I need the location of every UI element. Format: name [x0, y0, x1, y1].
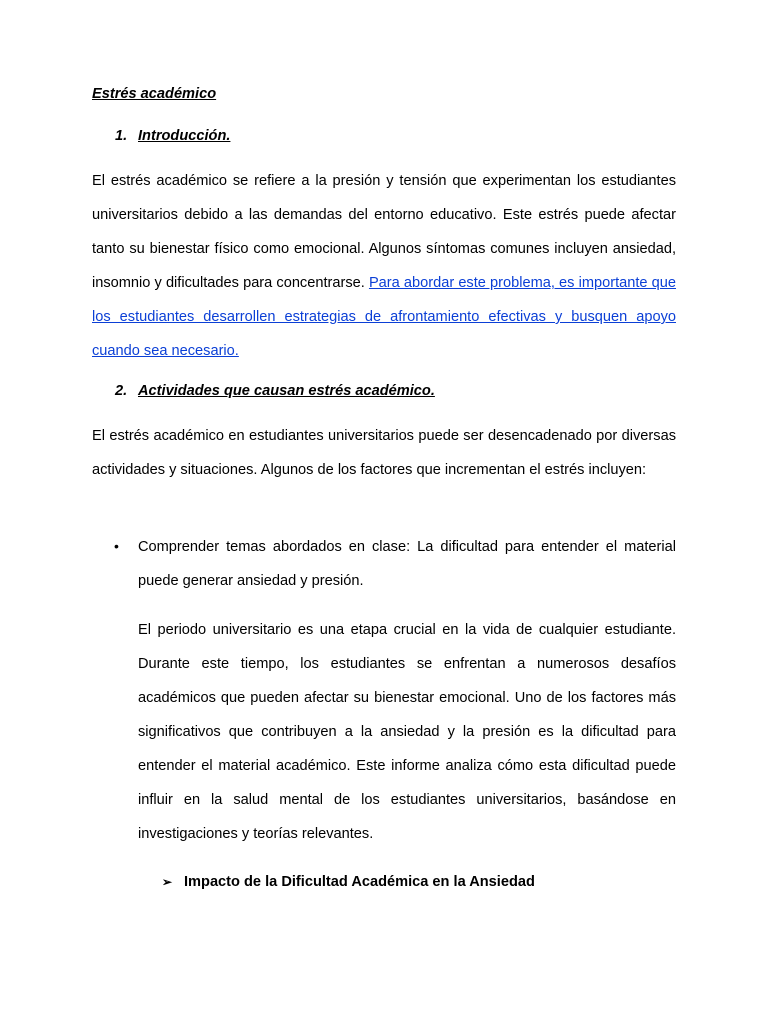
- intro-text: El estrés académico se refiere a la presión y tensión que experimentan los estudiantes universitarios debido a las demandas del entorno educativo. Este estrés puede afectar tanto su bienestar físico como emocional. Algunos síntomas comunes incluyen ansiedad, insomnio y dificultades para concentrarse.: [92, 173, 676, 291]
- intro-paragraph: [92, 164, 676, 368]
- bullet-item-text: Comprender temas abordados en clase: La dificultad para entender el material puede generar ansiedad y presión.: [138, 539, 676, 589]
- bullet-icon: •: [114, 538, 119, 554]
- document-title: Estrés académico: [92, 86, 217, 102]
- section-number: 1.: [115, 128, 128, 144]
- section-heading-introduccion: [115, 128, 230, 144]
- section-title: Actividades que causan estrés académico.: [138, 383, 435, 399]
- section-number: 2.: [115, 383, 128, 399]
- section-title: Introducción.: [138, 128, 231, 144]
- subheading-text: Impacto de la Dificultad Académica en la Ansiedad: [184, 874, 535, 890]
- arrow-bullet-icon: ➢: [162, 875, 173, 889]
- subheading: [162, 874, 535, 890]
- actividades-paragraph: El estrés académico en estudiantes universitarios puede ser desencadenado por diversas actividades y situaciones. Algunos de los factores que incrementan el estrés incluyen:: [92, 428, 676, 478]
- intro-link[interactable]: Para abordar este problema, es importante que los estudiantes desarrollen estrategias de afrontamiento efectivas y busquen apoyo cuando sea necesario.: [92, 275, 676, 359]
- section-heading-actividades: [115, 383, 435, 399]
- bullet-detail-paragraph: El periodo universitario es una etapa crucial en la vida de cualquier estudiante. Durante este tiempo, los estudiantes se enfrentan a numerosos desafíos académicos que pueden afectar su bienestar emocional. Uno de los factores más significativos que contribuyen a la ansiedad y la presión es la dificultad para entender el material académico. Este informe analiza cómo esta dificultad puede influir en la salud mental de los estudiantes universitarios, basándose en investigaciones y teorías relevantes.: [138, 622, 676, 842]
